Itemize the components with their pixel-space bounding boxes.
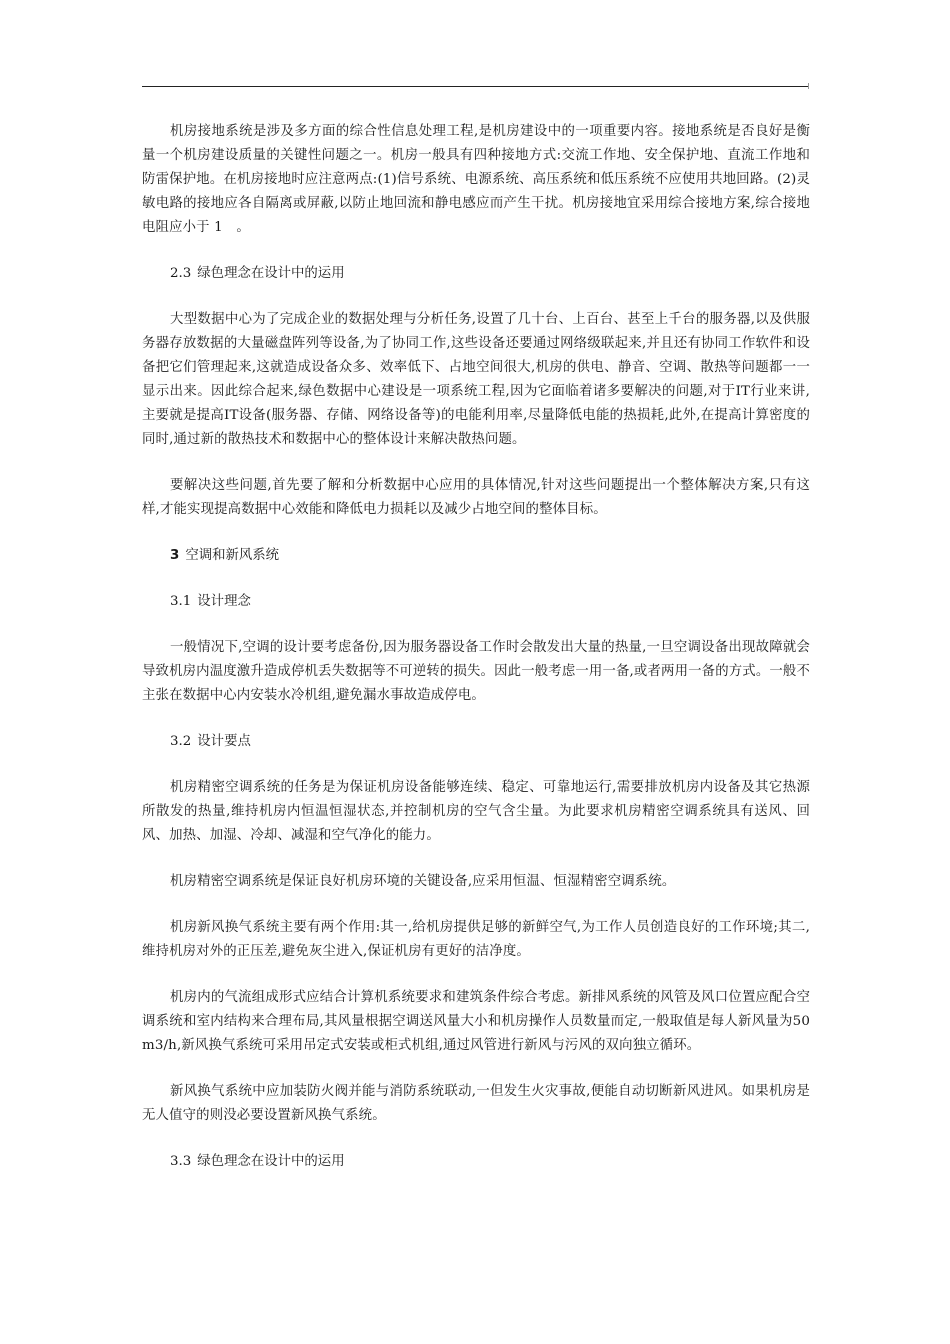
section-title: 空调和新风系统	[185, 548, 280, 563]
body-paragraph: 要解决这些问题,首先要了解和分析数据中心应用的具体情况,针对这些问题提出一个整体解决方案,只有这样,才能实现提高数据中心效能和降低电力损耗以及减少占地空间的整体目标。	[142, 478, 810, 517]
body-paragraph: 一般情况下,空调的设计要考虑备份,因为服务器设备工作时会散发出大量的热量,一旦空调设备出现故障就会导致机房内温度激升造成停机丢失数据等不可逆转的损失。因此一般考虑一用一备,或者两用一备的方式。一般不主张在数据中心内安装水冷机组,避免漏水事故造成停电。	[142, 640, 810, 703]
section-number: 2.3	[170, 266, 192, 281]
section-number: 3.2	[170, 734, 192, 749]
body-paragraph: 机房精密空调系统是保证良好机房环境的关键设备,应采用恒温、恒湿精密空调系统。	[170, 874, 676, 889]
body-paragraph: 新风换气系统中应加装防火阀并能与消防系统联动,一但发生火灾事故,便能自动切断新风进风。如果机房是无人值守的则没必要设置新风换气系统。	[142, 1084, 810, 1123]
body-paragraph: 机房内的气流组成形式应结合计算机系统要求和建筑条件综合考虑。新排风系统的风管及风口位置应配合空调系统和室内结构来合理布局,其风量根据空调送风量大小和机房操作人员数量而定,一般取值是每人新风量为50m3/h,新风换气系统可采用吊定式安装或柜式机组,通过风管进行新风与污风的双向独立循环。	[142, 990, 810, 1053]
body-paragraph: 机房接地系统是涉及多方面的综合性信息处理工程,是机房建设中的一项重要内容。接地系统是否良好是衡量一个机房建设质量的关键性问题之一。机房一般具有四种接地方式:交流工作地、安全保护地、直流工作地和防雷保护地。在机房接地时应注意两点:(1)信号系统、电源系统、高压系统和低压系统不应使用共地回路。(2)灵敏电路的接地应各自隔离或屏蔽,以防止地回流和静电感应而产生干扰。机房接地宜采用综合接地方案,综合接地电阻应小于 1 。	[142, 124, 810, 235]
document-body	[142, 120, 810, 1196]
section-title: 设计要点	[197, 734, 251, 749]
section-heading	[170, 262, 810, 286]
section-heading	[170, 590, 810, 614]
section-heading	[170, 544, 810, 568]
section-title: 设计理念	[197, 594, 251, 609]
section-title: 绿色理念在设计中的运用	[197, 266, 345, 281]
section-title: 绿色理念在设计中的运用	[197, 1154, 345, 1169]
section-number: 3.1	[170, 594, 192, 609]
body-paragraph: 机房精密空调系统的任务是为保证机房设备能够连续、稳定、可靠地运行,需要排放机房内设备及其它热源所散发的热量,维持机房内恒温恒湿状态,并控制机房的空气含尘量。为此要求机房精密空调系统具有送风、回风、加热、加湿、冷却、减湿和空气净化的能力。	[142, 780, 810, 843]
header-rule-tick	[808, 83, 809, 89]
body-paragraph: 大型数据中心为了完成企业的数据处理与分析任务,设置了几十台、上百台、甚至上千台的服务器,以及供服务器存放数据的大量磁盘阵列等设备,为了协同工作,这些设备还要通过网络级联起来,并且还有协同工作软件和设备把它们管理起来,这就造成设备众多、效率低下、占地空间很大,机房的供电、静音、空调、散热等问题都一一显示出来。因此综合起来,绿色数据中心建设是一项系统工程,因为它面临着诸多要解决的问题,对于IT行业来讲,主要就是提高IT设备(服务器、存储、网络设备等)的电能利用率,尽量降低电能的热损耗,此外,在提高计算密度的同时,通过新的散热技术和数据中心的整体设计来解决散热问题。	[142, 312, 810, 447]
header-rule	[142, 86, 808, 87]
section-heading	[170, 1150, 810, 1174]
section-number: 3.3	[170, 1154, 192, 1169]
section-number: 3	[170, 548, 180, 563]
body-paragraph: 机房新风换气系统主要有两个作用:其一,给机房提供足够的新鲜空气,为工作人员创造良好的工作环境;其二,维持机房对外的正压差,避免灰尘进入,保证机房有更好的洁净度。	[142, 920, 810, 959]
section-heading	[170, 730, 810, 754]
